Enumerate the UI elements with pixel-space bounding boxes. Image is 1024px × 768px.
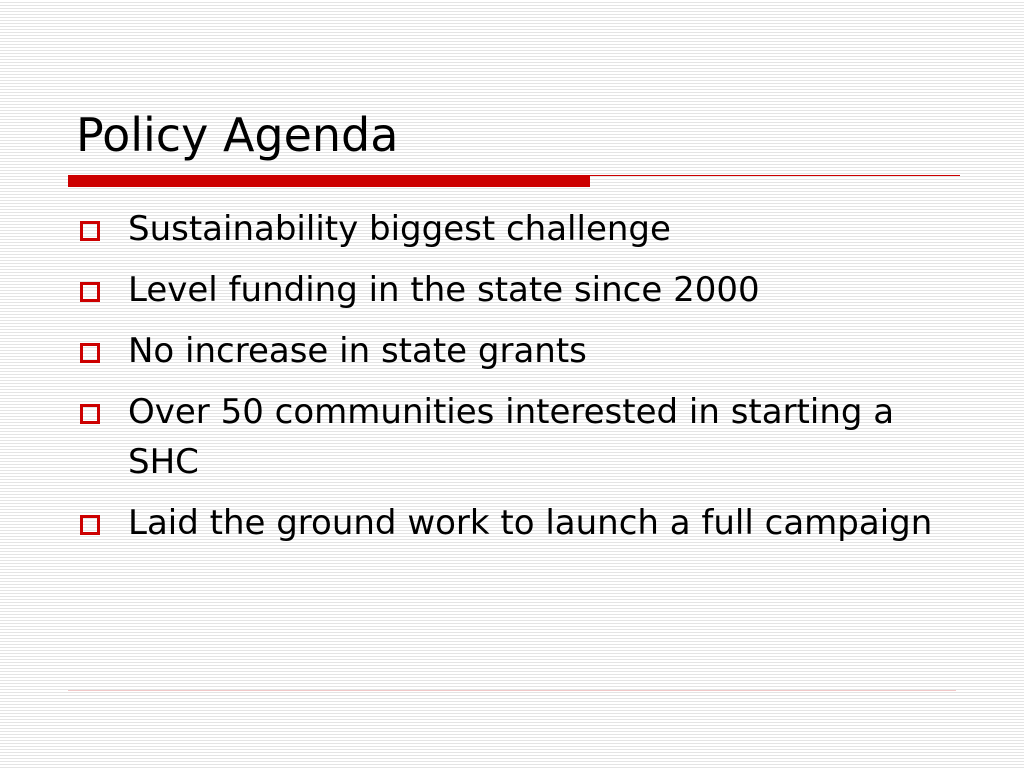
- bullet-text: Laid the ground work to launch a full campaign: [128, 503, 933, 543]
- bullet-item: [76, 265, 956, 315]
- hollow-square-bullet-icon: [80, 404, 100, 424]
- hollow-square-bullet-icon: [80, 343, 100, 363]
- slide-title: Policy Agenda: [76, 108, 399, 162]
- title-underline-thin: [590, 175, 960, 176]
- bullet-item: [76, 387, 956, 487]
- bullet-item: [76, 326, 956, 376]
- bullet-text: Sustainability biggest challenge: [128, 209, 671, 249]
- hollow-square-bullet-icon: [80, 221, 100, 241]
- bullet-list: [76, 204, 956, 559]
- bullet-item: [76, 498, 956, 548]
- bullet-text: No increase in state grants: [128, 331, 587, 371]
- title-underline-thick: [68, 175, 590, 187]
- hollow-square-bullet-icon: [80, 515, 100, 535]
- hollow-square-bullet-icon: [80, 282, 100, 302]
- bullet-text: Level funding in the state since 2000: [128, 270, 760, 310]
- bullet-text: Over 50 communities interested in starting a SHC: [128, 392, 895, 482]
- bullet-item: [76, 204, 956, 254]
- footer-divider: [68, 690, 956, 691]
